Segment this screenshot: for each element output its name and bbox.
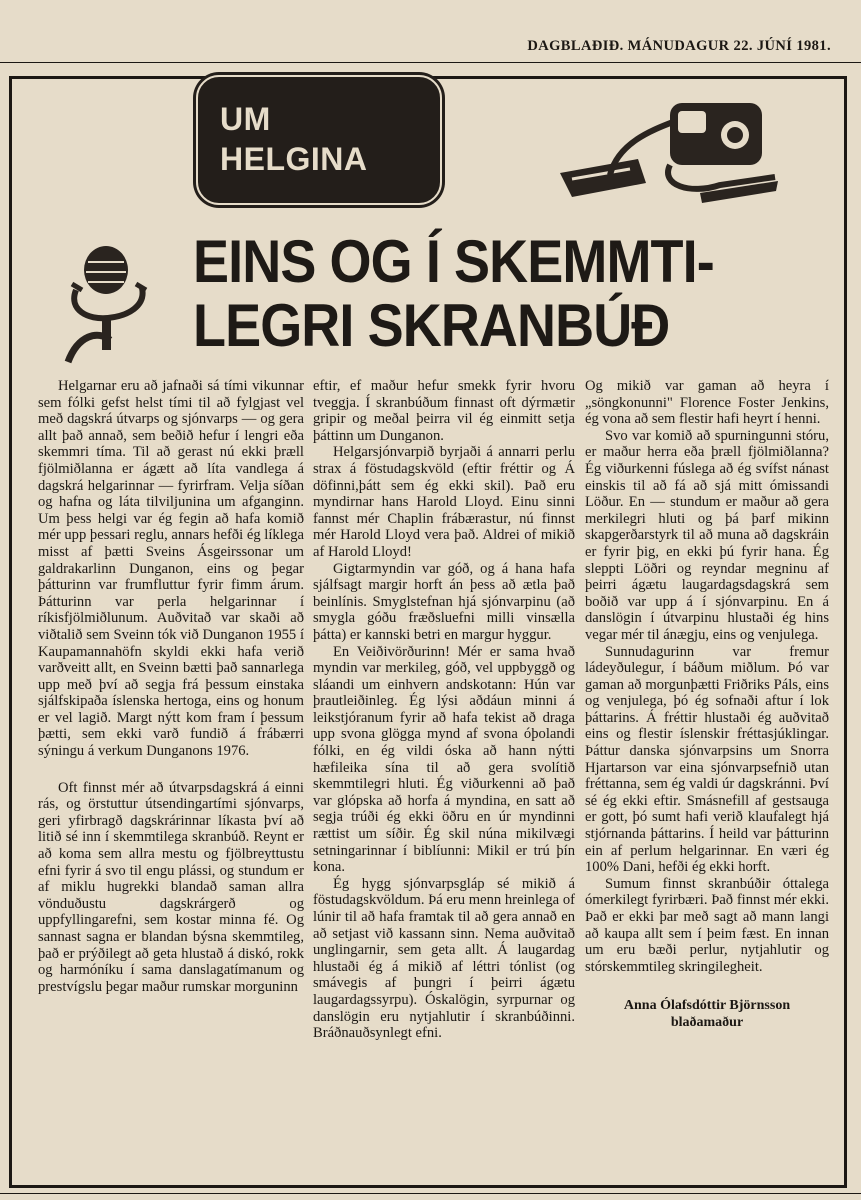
paragraph: eftir, ef maður hefur smekk fyrir hvoru tveggja. Í skranbúðum finnast oft dýrmætir gripir og meðal þeirra vil ég einmitt setja þáttinn um Dunganon. [313, 378, 575, 444]
headline-line-2: LEGRI SKRANBÚÐ [193, 292, 670, 359]
headline [193, 230, 751, 358]
paragraph: Gigtarmyndin var góð, og á hana hafa sjálfsagt margir horft án þess að ætla það beinlínis. Smyglstefnan hjá sjónvarpinu (að smygla góðu fræðsluefni milli vinsælla þátta) er kannski betri en margur hyggur. [313, 560, 575, 643]
microphone-icon [58, 240, 158, 365]
paragraph: Og mikið var gaman að heyra í „söngkonunni" Florence Foster Jenkins, ég vona að sem flestir hafi heyrt í henni. [585, 378, 829, 428]
column-3 [585, 378, 829, 1031]
paragraph: Sumum finnst skranbúðir óttalega ómerkilegt fyrirbæri. Það finnst mér ekki. Það er ekki þar með sagt að mann langi að kaupa allt sem í þeim fæst. En innan um eru bæði perlur, nytjahlutir og stórskemmtileg skringilegheit. [585, 875, 829, 975]
section-badge [193, 72, 445, 208]
paragraph: Svo var komið að spurningunni stóru, er maður herra eða þræll fjölmiðlanna? Ég viðurkenni fúslega að ég svífst nánast einskis til að fá að sjá mitt ómissandi Löður. En — stundum er maður að gera merkilegri hluti og þá þarf mikinn skapgerðarstyrk til að muna að dagskráin er fyrir þig, en ekki þú fyrir hana. Ég sleppti Löðri og reyndar megninu af þeirri ágætu laugardagsdagskrá sem boðið var upp á í sjónvarpinu. En á danslögin í útvarpinu hlustaði ég hins vegar mér til ánægju, eins og venjulega. [585, 427, 829, 643]
badge-line-2: HELGINA [220, 141, 368, 177]
radio-cassette-icon [550, 95, 780, 215]
byline-name: Anna Ólafsdóttir Björnsson [623, 998, 791, 1014]
column-2 [313, 378, 575, 1042]
headline-line-1: EINS OG Í SKEMMTI- [193, 228, 714, 295]
top-rule [0, 62, 861, 63]
paragraph: Sunnudagurinn var fremur ládeyðulegur, í báðum miðlum. Þó var gaman að morgunþætti Friðriks Páls, eins og venjulega, þó ég sofnaði aftur í lok þáttarins. Á fréttir hlustaði ég auðvitað eins og flestir íslenskir fréttasjúklingar. Þáttur danska sjónvarpsins um Snorra Hjartarson var eina sjónvarpsefnið utan fréttanna, sem ég valdi úr dagskránni. Því sé ég ekki eftir. Smásnefill af gestsauga er gott, þó sumt hafi verið klaufalegt hjá stjórnanda þáttarins. Í heild var þátturinn ein af perlum helgarinnar. En væri ég 100% Dani, hefði ég ekki horft. [585, 643, 829, 876]
paragraph: Helgarnar eru að jafnaði sá tími vikunnar sem fólki gefst helst tími til að fylgjast vel með dagskrá útvarps og sjónvarps — og gera allt það annað, sem beðið hefur í lengri eða skemmri tíma. Til að gerast nú ekki þræll fjölmiðlanna er ágætt að líta vandlega á dagskrá helgarinnar — fyrirfram. Velja síðan og hafna og láta tilviljunina um afganginn. Um þess helgi var ég fegin að hafa komið mér upp þessari reglu, annars hefði ég líklega misst af þætti Sveins Ásgeirssonar um galdrakarlinn Dunganon, eins og þegar þátturinn var frumfluttur fyrir fimm árum. Þátturinn var perla helgarinnar í ríkisfjölmiðlunum. Auðvitað var skaði að viðtalið sem Sveinn tók við Dunganon 1955 í Kaupamannahöfn skyldi ekki hafa verið varðveitt allt, en Sveinn bætti það sannarlega upp með því að segja frá þessum einstaka sjálfskipaða íslenska hertoga, eins og honum er vel lagið. Margt nýtt kom fram í þessum þætti, sem ekki varð fundið á frábærri sýningu á verkum Dunganons 1976. [38, 378, 304, 760]
paragraph: Oft finnst mér að útvarpsdagskrá á einni rás, og örstuttur útsendingartími sjónvarps, geri yfirbragð dagskrárinnar líkasta því að litið sé inn í skemmtilega skranbúð. Reynt er að koma sem allra mestu og fjölbreyttustu efni fyrir á svo til engu plássi, og stundum er af miklu hugrekki blandað saman allra vönduðustu dagskrárgerð og uppfyllingarefni, sem kostar minna fé. Og sannast sagna er blandan býsna skemmtileg, það er prýðilegt að geta hlustað á diskó, rokk og harmóníku í sama danslagatímanum og prestvígslu þegar maður rumskar morguninn [38, 779, 304, 995]
paragraph: En Veiðivörðurinn! Mér er sama hvað myndin var merkileg, góð, vel uppbyggð og sláandi um einhvern andskotann: Hún var þrautleiðinleg. Ég lýsi aðdáun minni á leikstjóranum fyrir að hafa tekist að draga upp svona glögga mynd af svona óþolandi fólki, en ég vildi óska að hann nýtti hæfileika sína til að gera svolítið skemmtilegri hluti. Ég viðurkenni að það var glópska að horfa á myndina, en satt að segja trúði ég ekki öðru en úr myndinni rættist um síðir. Ég skil núna mikilvægi setningarinnar í biblíunni: Mikil er trú þín kona. [313, 643, 575, 876]
column-1 [38, 378, 304, 995]
masthead: DAGBLAÐIÐ. MÁNUDAGUR 22. JÚNÍ 1981. [527, 38, 831, 54]
bottom-rule [0, 1193, 861, 1194]
paragraph: Helgarsjónvarpið byrjaði á annarri perlu strax á föstudagskvöld (eftir fréttir og Á döfinni,þátt sem ég ekki skil). Það eru myndirnar hans Harold Lloyd. Einu sinni fannst mér Chaplin frábærastur, nú finnst mér Harold Lloyd vera það. Aldrei of mikið af Harold Lloyd! [313, 444, 575, 560]
paragraph: Ég hygg sjónvarpsgláp sé mikið á föstudagskvöldum. Þá eru menn hreinlega of lúnir til að hafa framtak til að gera annað en að setjast við kassann sinn. Nema auðvitað unglingarnir, sem geta allt. Á laugardag hlustaði ég á mikið af léttri tónlist (og smávegis af þungri í þeirri ágætu laugardagssyrpu). Óskalögin, syrpurnar og danslögin eru nytjahlutir í skranbúðinni. Bráðnauðsynlegt efni. [313, 875, 575, 1042]
byline [585, 997, 829, 1031]
byline-role: blaðamaður [670, 1015, 744, 1031]
badge-line-1: UM [220, 101, 271, 137]
